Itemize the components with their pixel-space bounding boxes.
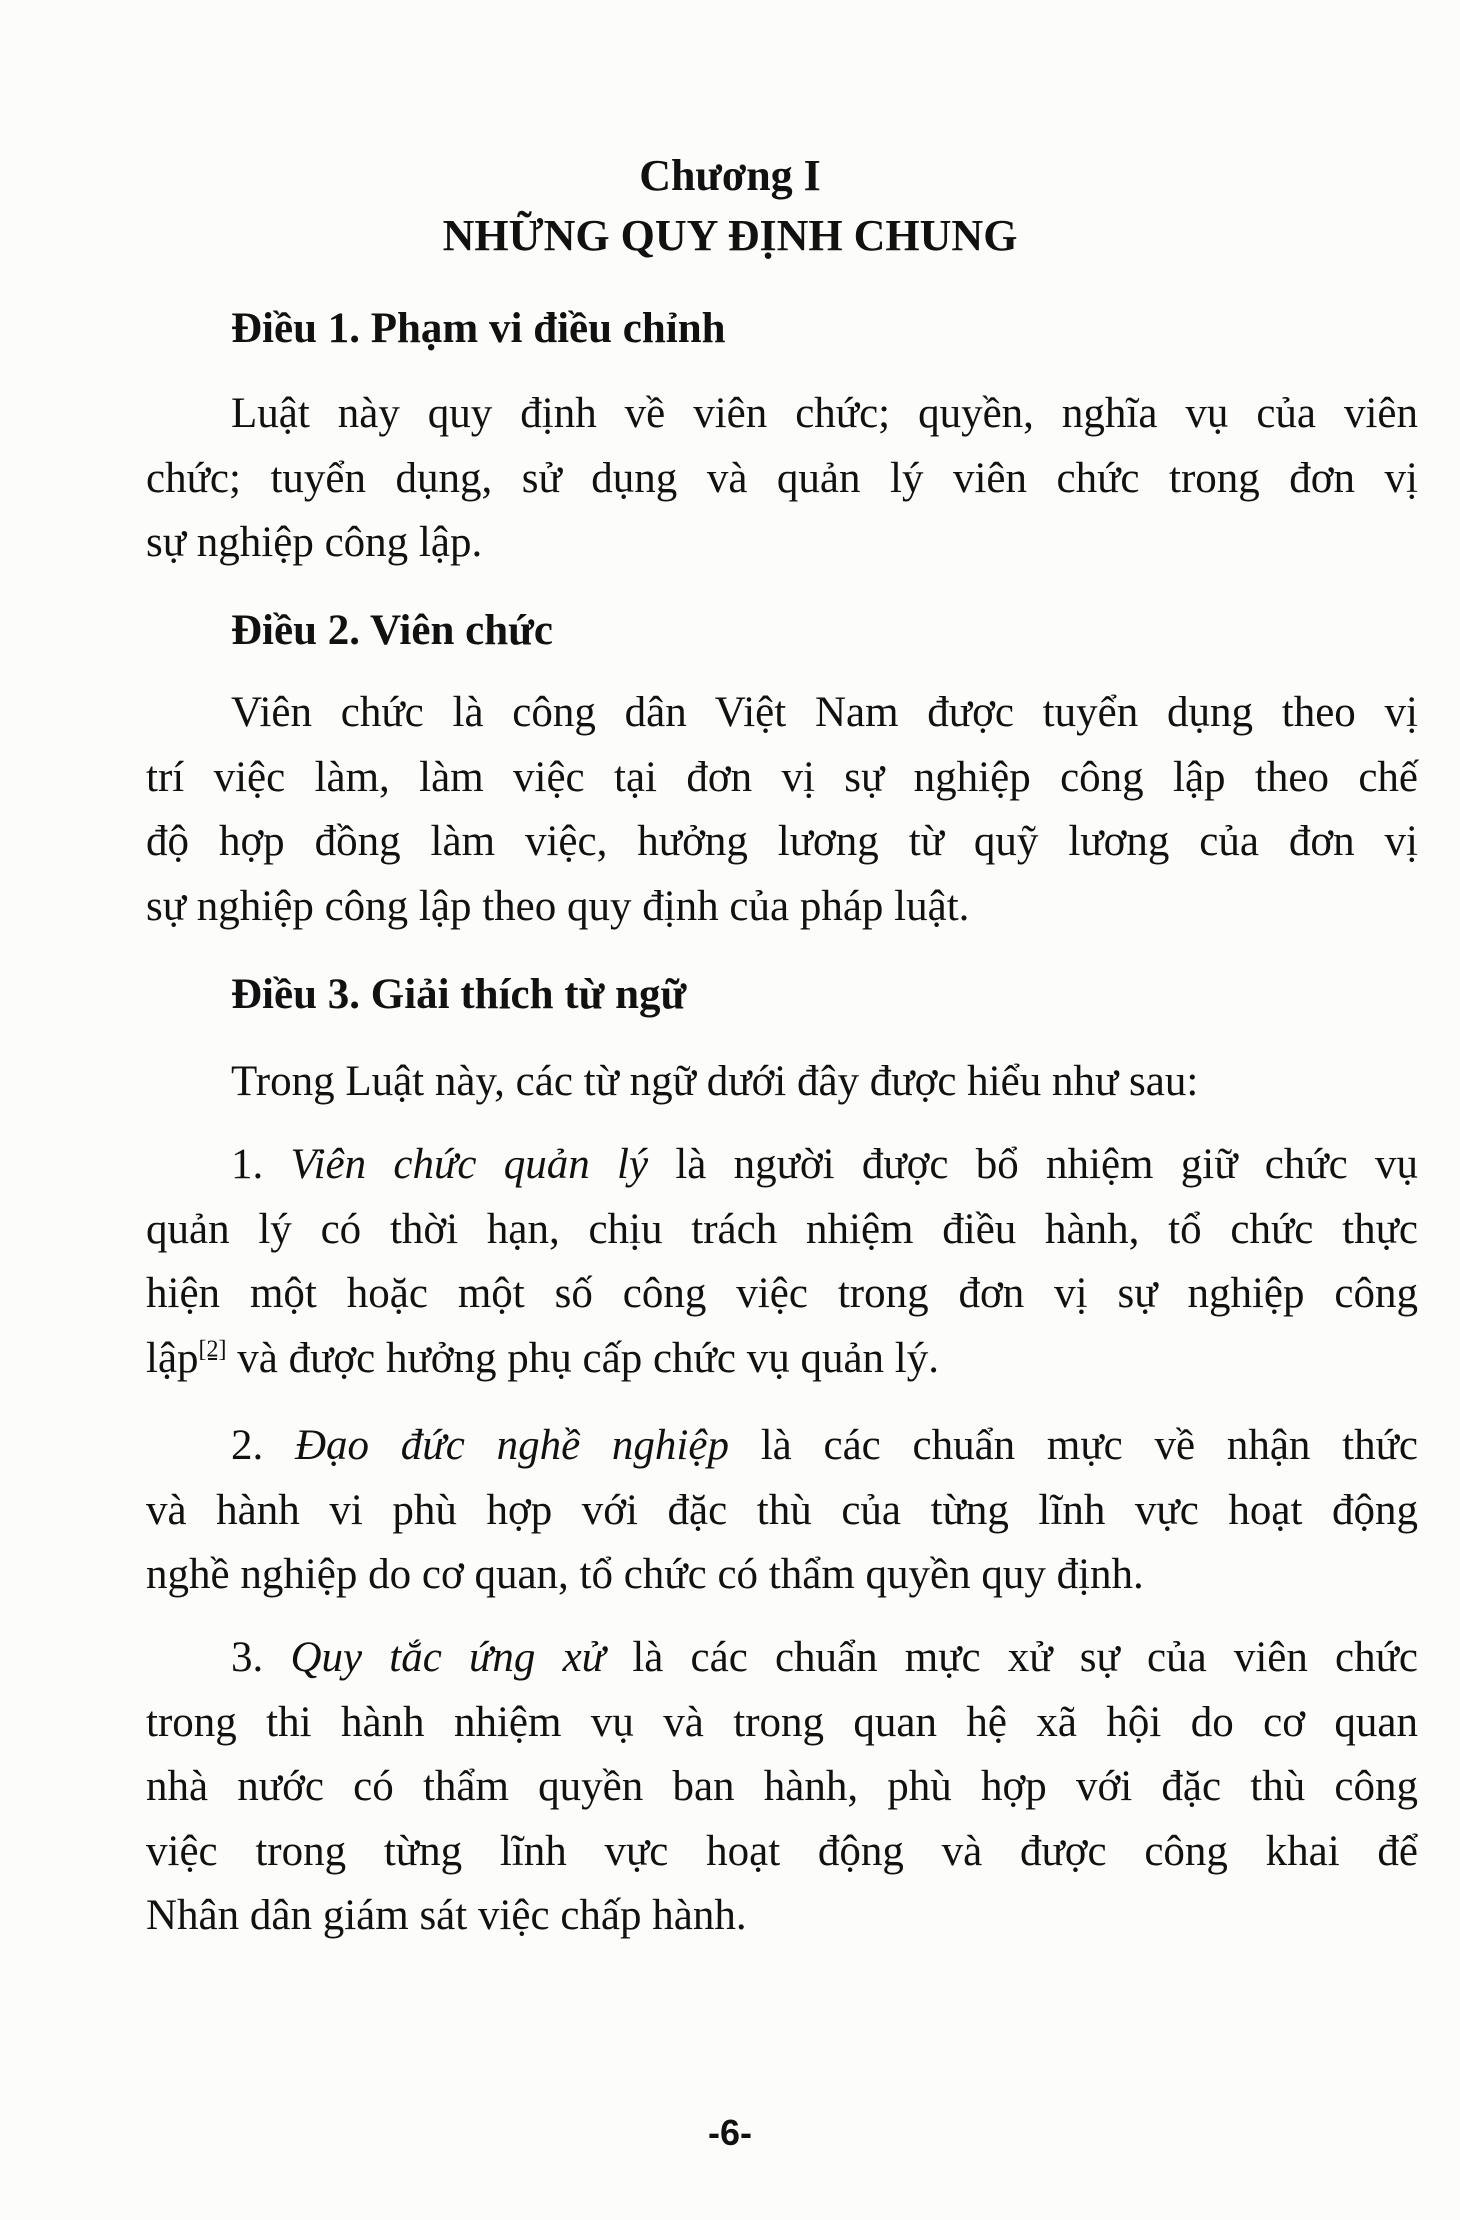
item-number: 3.: [231, 1634, 264, 1681]
text-fragment: lập: [146, 1334, 199, 1382]
article-2-body: [146, 681, 1418, 939]
footnote-ref[interactable]: [2]: [198, 1336, 227, 1363]
text-line: quản lý có thời hạn, chịu trách nhiệm điều hành, tổ chức thực: [146, 1205, 1418, 1253]
text-line: [146, 1327, 1418, 1392]
text-line: [146, 1133, 1418, 1198]
text-line: độ hợp đồng làm việc, hưởng lương từ quỹ lương của đơn vị: [146, 818, 1418, 865]
text-fragment: và được hưởng phụ cấp chức vụ quản lý.: [226, 1334, 939, 1382]
text-line: Trong Luật này, các từ ngữ dưới đây được hiểu như sau:: [231, 1058, 1199, 1105]
item-number: 1.: [231, 1141, 264, 1188]
text-line: [146, 1414, 1418, 1479]
text-line: sự nghiệp công lập theo quy định của pháp luật.: [146, 882, 970, 930]
text-line: nhà nước có thẩm quyền ban hành, phù hợp với đặc thù công: [146, 1763, 1418, 1810]
text-fragment: là các chuẩn mực xử sự của viên chức: [632, 1634, 1419, 1681]
article-heading: Điều 1. Phạm vi điều chỉnh: [231, 305, 726, 352]
definition-3: [146, 1626, 1418, 1949]
page-number: -6-: [708, 2112, 752, 2153]
text-line: sự nghiệp công lập.: [146, 519, 483, 566]
text-line: việc trong từng lĩnh vực hoạt động và được công khai để: [146, 1827, 1418, 1875]
chapter-title: NHỮNG QUY ĐỊNH CHUNG: [442, 211, 1018, 260]
text-line: hiện một hoặc một số công việc trong đơn vị sự nghiệp công: [146, 1270, 1418, 1317]
text-line: Viên chức là công dân Việt Nam được tuyển dụng theo vị: [231, 689, 1418, 736]
defined-term: Đạo đức nghề nghiệp: [295, 1422, 729, 1469]
text-line: chức; tuyển dụng, sử dụng và quản lý viên chức trong đơn vị: [146, 454, 1418, 502]
text-line: Nhân dân giám sát việc chấp hành.: [146, 1892, 747, 1939]
article-heading: Điều 3. Giải thích từ ngữ: [231, 971, 687, 1018]
article-2: [146, 599, 1418, 664]
definition-2: [146, 1414, 1418, 1608]
article-1: [146, 297, 1418, 362]
chapter-label: Chương I: [639, 151, 821, 200]
article-1-body: [146, 382, 1418, 576]
article-3: [146, 963, 1418, 1028]
defined-term: Quy tắc ứng xử: [290, 1634, 606, 1681]
defined-term: Viên chức quản lý: [290, 1141, 649, 1188]
text-line: nghề nghiệp do cơ quan, tổ chức có thẩm quyền quy định.: [146, 1551, 1144, 1598]
text-line: và hành vi phù hợp với đặc thù của từng lĩnh vực hoạt động: [146, 1486, 1418, 1534]
item-number: 2.: [231, 1422, 264, 1469]
text-line: trong thi hành nhiệm vụ và trong quan hệ xã hội do cơ quan: [146, 1698, 1418, 1746]
article-3-intro: [146, 1050, 1418, 1115]
article-heading: Điều 2. Viên chức: [231, 607, 554, 654]
text-fragment: là các chuẩn mực về nhận thức: [760, 1422, 1418, 1469]
definition-1: [146, 1133, 1418, 1391]
text-line: [146, 1626, 1418, 1691]
text-line: trí việc làm, làm việc tại đơn vị sự nghiệp công lập theo chế: [146, 753, 1418, 801]
text-line: Luật này quy định về viên chức; quyền, nghĩa vụ của viên: [231, 390, 1418, 437]
text-fragment: là người được bổ nhiệm giữ chức vụ: [675, 1141, 1419, 1188]
